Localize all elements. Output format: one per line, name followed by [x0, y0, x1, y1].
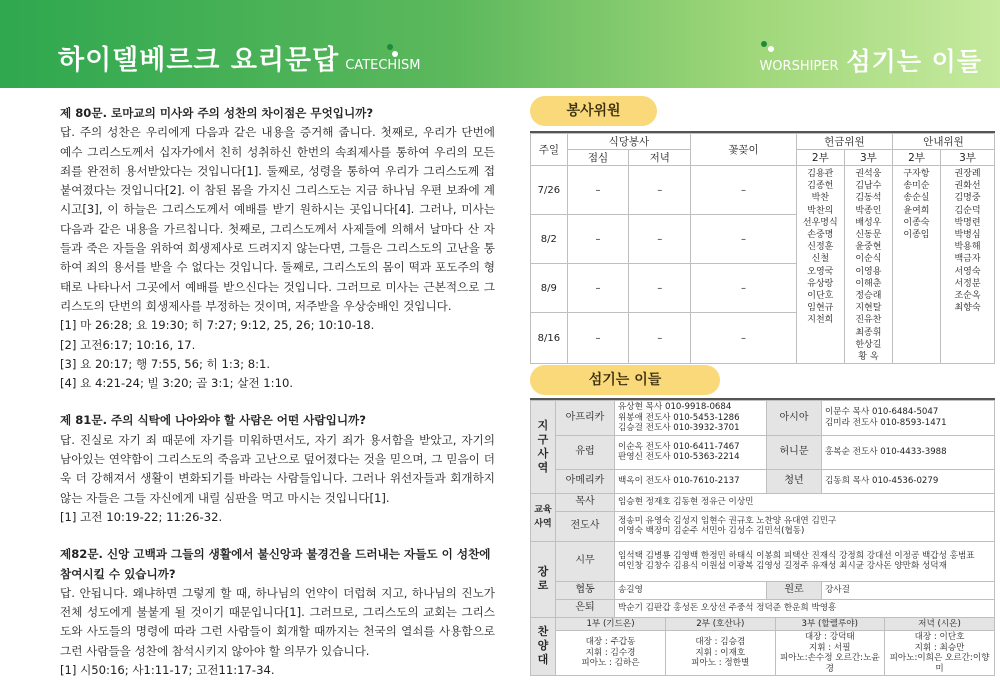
worshiper-subtitle: WORSHIPER	[759, 59, 839, 74]
date-cell: 8/2	[531, 215, 568, 264]
label-europe: 유럽	[556, 435, 615, 469]
col-usher-3bu: 3부	[941, 150, 995, 166]
label-retired: 원로	[767, 581, 822, 599]
choir-name: 1부 (기드온)	[556, 618, 666, 631]
retired-elder: 강사걸	[822, 581, 995, 599]
header-banner	[0, 0, 1000, 88]
flower-cell: –	[691, 215, 797, 264]
dinner-cell: –	[629, 264, 691, 313]
date-cell: 8/16	[531, 313, 568, 364]
question-80: 제 80문. 로마교의 미사와 주의 성찬의 차이점은 무엇입니까?	[60, 106, 374, 120]
header-dot-icon	[392, 51, 398, 57]
servants-pill: 섬기는 이들	[530, 365, 720, 395]
worshiper-title-text: 섬기는 이들	[846, 47, 982, 76]
africa-contacts: 유상현 목사 010-9918-0684 위봉애 전도사 010-5453-1286 김승걸 전도사 010-3932-3701	[615, 401, 767, 436]
label-africa: 아프리카	[556, 401, 615, 436]
lunch-cell: –	[567, 313, 629, 364]
label-youth: 청년	[767, 469, 822, 493]
reference: [1] 시50:16; 사1:11-17; 고전11:17-34.	[60, 663, 275, 678]
catechism-title-text: 하이델베르크 요리문답	[58, 45, 340, 76]
label-cooperating: 협동	[556, 581, 615, 599]
date-cell: 7/26	[531, 166, 568, 215]
choir-grid	[556, 618, 994, 676]
lunch-cell: –	[567, 166, 629, 215]
col-week: 주일	[531, 134, 568, 166]
choir-name: 2부 (호산나)	[666, 618, 776, 631]
col-flower: 꽃꽂이	[691, 134, 797, 166]
servants-table	[530, 400, 995, 676]
dinner-cell: –	[629, 215, 691, 264]
asia-contacts: 이문수 목사 010-6484-5047 김미라 전도사 010-8593-1471	[822, 401, 995, 436]
europe-contacts: 이순옥 전도사 010-6411-7467 판영신 전도사 010-5363-2214	[615, 435, 767, 469]
question-82: 제82문. 신앙 고백과 그들의 생활에서 불신앙과 불경건을 드러내는 자들도 이 성찬에 참여시킬 수 있습니까?	[60, 547, 491, 581]
date-cell: 8/9	[531, 264, 568, 313]
group-elder: 장로	[531, 541, 556, 617]
evangelist-names: 정송미 유영숙 김성지 임현수 권규호 노찬양 유대연 김민구 이영숙 백장미 김순주 서민아 김성수 김민석(협동)	[615, 511, 995, 541]
answer-82: 답. 안됩니다. 왜냐하면 그렇게 할 때, 하나님의 언약이 더럽혀 지고, 하나님의 진노가 전체 성도에게 불붙게 될 것이기 때문입니다[1]. 그러므로, 그리스도의 교회는 그리스도와 사도들의 명령에 따라 그런 사람들이 회개할 때까지는 천국의 열쇠를 사용함으로 그런 사람들을 성찬에 참석시키지 않아야 할 의무가 있습니다.	[60, 585, 495, 658]
catechism-title	[58, 38, 421, 77]
usher-2bu-names: 구자항 송미순 송순실 윤여희 이종숙 이종임	[892, 166, 940, 364]
label-pastor: 목사	[556, 493, 615, 511]
col-meal: 식당봉사	[567, 134, 690, 150]
offering-3bu-names: 권석웅 김남수 김동석 박종인 배성우 신동문 윤중현 이순식 이영용 이해춘 정승래 지현탈 진유찬 최종휘 한상길 황 옥	[844, 166, 892, 364]
label-emeritus: 은퇴	[556, 599, 615, 617]
emeritus-elder-names: 박순기 김판갑 홍성돈 오상선 주중석 정덕준 한운희 박영흥	[615, 599, 995, 617]
honeymoon-contacts: 홍복순 전도사 010-4433-3988	[822, 435, 995, 469]
group-education: 교육사역	[531, 493, 556, 541]
col-offering-3bu: 3부	[844, 150, 892, 166]
label-evangelist: 전도사	[556, 511, 615, 541]
worshiper-title	[759, 42, 982, 78]
choir-name: 3부 (할렐루야)	[775, 618, 885, 631]
col-lunch: 점심	[567, 150, 629, 166]
reference: [3] 요 20:17; 행 7:55, 56; 히 1:3; 8:1.	[60, 356, 271, 371]
col-usher: 안내위원	[892, 134, 994, 150]
choir-members: 대장 : 강덕태 지휘 : 서필 피아노:손수정 오르간:노윤경	[775, 631, 885, 676]
group-region: 지구사역	[531, 401, 556, 494]
col-usher-2bu: 2부	[892, 150, 940, 166]
label-serving: 시무	[556, 541, 615, 581]
america-contacts: 백옥이 전도사 010-7610-2137	[615, 469, 767, 493]
reference: [2] 고전6:17; 10:16, 17.	[60, 337, 196, 352]
col-offering-2bu: 2부	[796, 150, 844, 166]
serving-elder-names: 임석택 김병룡 김영백 한정민 하태식 이봉희 피택산 진재식 강정희 강대선 이정공 백갑성 홍범표 여인창 김창수 김용식 이원섭 이광복 김영성 길정주 유재성 최시균 강사돈 양만화 성덕재	[615, 541, 995, 581]
lunch-cell: –	[567, 215, 629, 264]
catechism-subtitle: CATECHISM	[345, 58, 421, 73]
label-america: 아메리카	[556, 469, 615, 493]
answer-80: 답. 주의 성찬은 우리에게 다음과 같은 내용을 증거해 줍니다. 첫째로, 우리가 단번에 예수 그리스도께서 십자가에서 친히 성취하신 한번의 속죄제사를 통하여 우리의 모든 죄를 완전히 용서받았다는 것입니다[1]. 둘째로, 성령을 통하여 우리가 그리스도께 접붙여졌다는 것입니다[2]. 이 참된 몸을 가지신 그리스도는 지금 하나님 우편 보좌에 계시고[3], 이 하늘은 그리스도께서 예배를 받기 원하시는 곳입니다[4]. 그러나, 미사는 다음과 같은 내용을 가르칩니다. 첫째로, 그리스도께서 사제들에 의해서 날마다 산 자들과 죽은 자들을 위하여 희생제사로 드려지지 않는다면, 그들은 그리스도의 고난을 통하여 죄의 용서를 받을 수 없다는 것입니다. 둘째로, 그리스도의 몸이 떡과 포도주의 형태로 나타나서 그곳에서 예배를 받으신다는 것입니다. 그러므로 미사는 근본적으로 그리스도의 단번의 희생제사를 부정하는 것이며, 저주받을 우상숭배인 것입니다.	[60, 125, 495, 313]
dinner-cell: –	[629, 313, 691, 364]
label-asia: 아시아	[767, 401, 822, 436]
col-dinner: 저녁	[629, 150, 691, 166]
choir-members: 대장 : 주갑동 지휘 : 김수경 피아노 : 김하은	[556, 631, 666, 676]
usher-3bu-names: 권장례 권화선 김명중 김순덕 박명련 박병심 박용해 백금자 서영숙 서정분 조순옥 최향숙	[941, 166, 995, 364]
offering-2bu-names: 김용관 김종헌 박찬 박찬의 선우명식 손중명 신정훈 신철 오영국 유상랑 이단호 임현규 지천희	[796, 166, 844, 364]
youth-contacts: 김동희 목사 010-4536-0279	[822, 469, 995, 493]
reference: [1] 마 26:28; 요 19:30; 히 7:27; 9:12, 25, 26; 10:10-18.	[60, 318, 375, 333]
flower-cell: –	[691, 313, 797, 364]
choir-members: 대장 : 이단호 지휘 : 최승만 피아노:이희은 오르간:이향미	[885, 631, 995, 676]
answer-81: 답. 진실로 자기 죄 때문에 자기를 미워하면서도, 자기 죄가 용서함을 받았고, 자기의 남아있는 연약함이 그리스도의 죽음과 고난으로 덮어졌다는 것을 믿으며, 그 믿음이 더욱 더 강해져서 생활이 변화되기를 바라는 사람들입니다. 그러나 위선자들과 회개하지 않는 자들은 그들 자신에게 내릴 심판을 먹고 마시는 것입니다[1].	[60, 432, 495, 505]
col-offering: 헌금위원	[796, 134, 892, 150]
pastor-names: 임승현 정재호 김동현 정유근 이상민	[615, 493, 995, 511]
header-dot-icon	[387, 44, 393, 50]
group-choir: 찬양대	[531, 617, 556, 676]
catechism-section	[60, 104, 495, 680]
service-table	[530, 133, 995, 364]
service-pill: 봉사위원	[530, 96, 657, 126]
dinner-cell: –	[629, 166, 691, 215]
cooperating-elder: 송길영	[615, 581, 767, 599]
choir-members: 대장 : 김승겸 지휘 : 이재호 피아노 : 정한별	[666, 631, 776, 676]
question-81: 제 81문. 주의 식탁에 나아와야 할 사람은 어떤 사람입니까?	[60, 413, 366, 428]
reference: [1] 고전 10:19-22; 11:26-32.	[60, 509, 223, 524]
flower-cell: –	[691, 166, 797, 215]
choir-name: 저녁 (시온)	[885, 618, 995, 631]
label-honeymoon: 허니문	[767, 435, 822, 469]
flower-cell: –	[691, 264, 797, 313]
reference: [4] 요 4:21-24; 빌 3:20; 골 3:1; 살전 1:10.	[60, 376, 294, 391]
lunch-cell: –	[567, 264, 629, 313]
